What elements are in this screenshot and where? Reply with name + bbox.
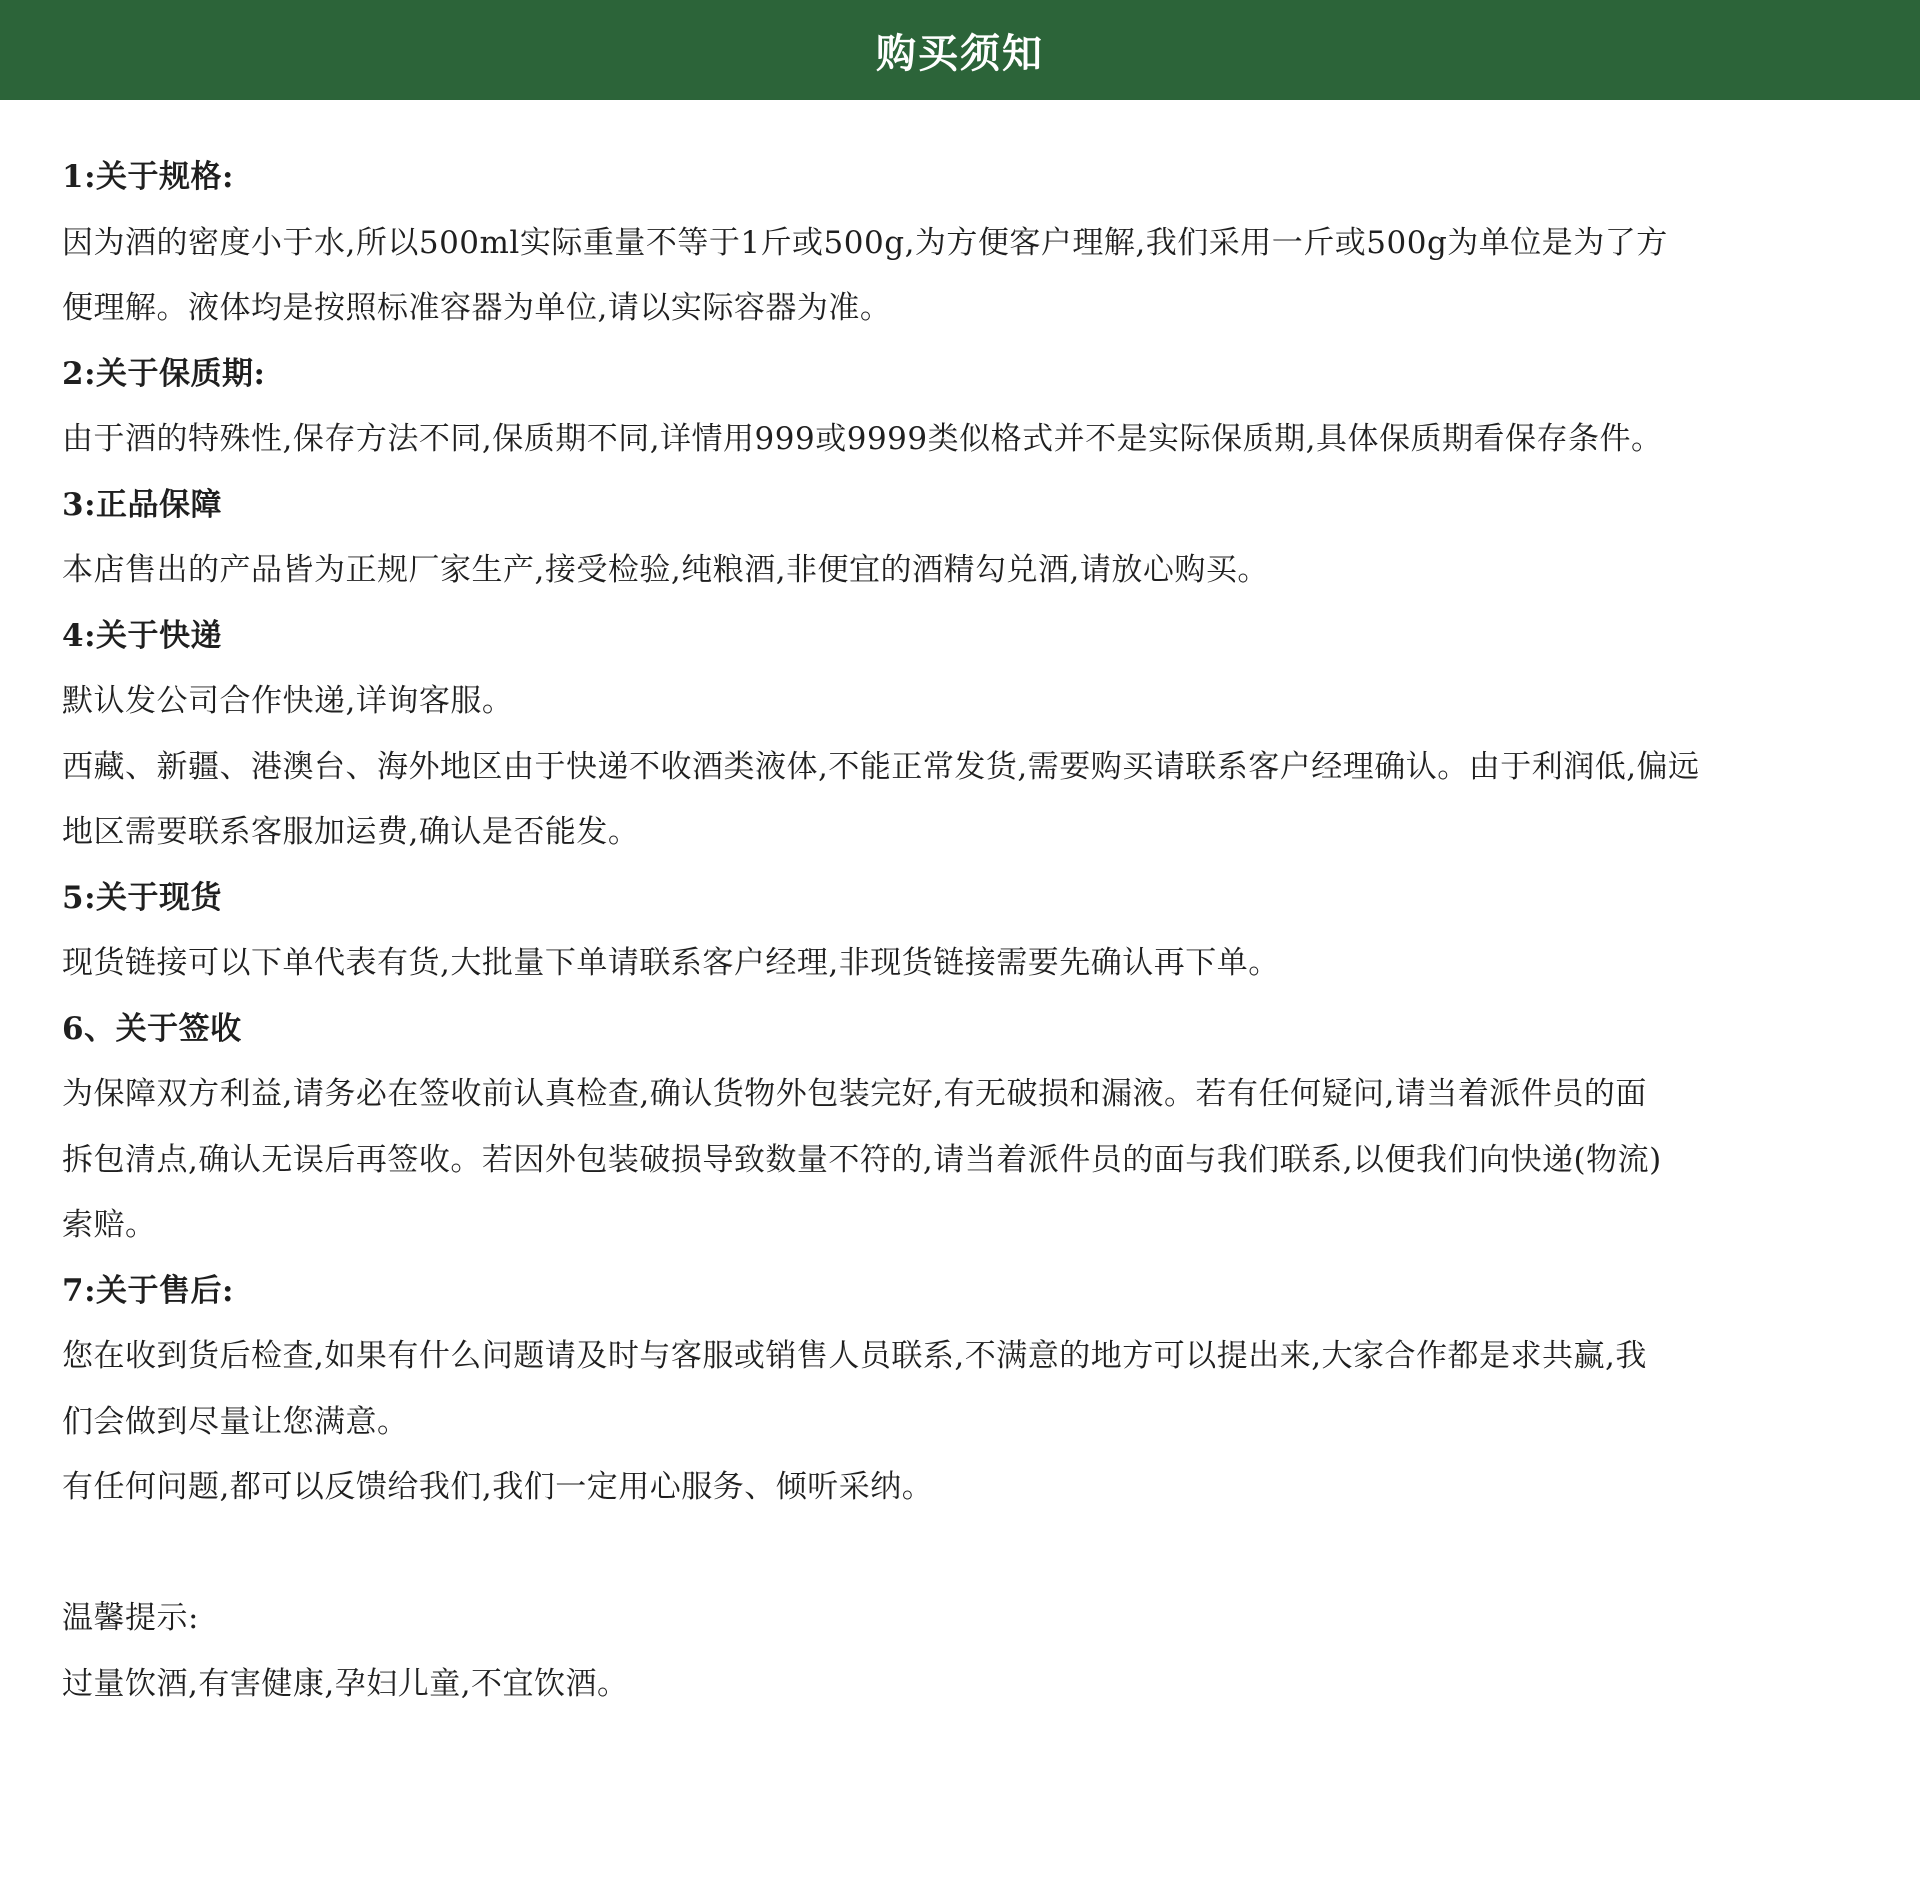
section-6-text: 拆包清点,确认无误后再签收。若因外包装破损导致数量不符的,请当着派件员的面与我们联系,以便我们向快递(物流) [62, 1141, 1662, 1178]
section-4-heading: 4:关于快递 [62, 617, 223, 654]
section-1-text: 因为酒的密度小于水,所以500ml实际重量不等于1斤或500g,为方便客户理解,我们采用一斤或500g为单位是为了方 [62, 224, 1668, 261]
section-7-text: 您在收到货后检查,如果有什么问题请及时与客服或销售人员联系,不满意的地方可以提出来,大家合作都是求共赢,我 [62, 1338, 1647, 1374]
section-1-heading: 1:关于规格: [62, 159, 234, 195]
section-6-text: 索赔。 [62, 1207, 157, 1243]
section-4-text: 地区需要联系客服加运费,确认是否能发。 [62, 814, 640, 850]
section-6-text: 为保障双方利益,请务必在签收前认真检查,确认货物外包装完好,有无破损和漏液。若有任何疑问,请当着派件员的面 [62, 1076, 1647, 1112]
page-title: 购买须知 [876, 30, 1044, 77]
section-3-text: 本店售出的产品皆为正规厂家生产,接受检验,纯粮酒,非便宜的酒精勾兑酒,请放心购买。 [62, 552, 1269, 588]
section-5-text: 现货链接可以下单代表有货,大批量下单请联系客户经理,非现货链接需要先确认再下单。 [62, 945, 1280, 981]
section-3-heading: 3:正品保障 [62, 486, 223, 523]
divider-space [62, 1521, 1862, 1587]
section-4-text: 西藏、新疆、港澳台、海外地区由于快递不收酒类液体,不能正常发货,需要购买请联系客户经理确认。由于利润低,偏远 [62, 748, 1700, 785]
section-5-heading: 5:关于现货 [62, 879, 223, 916]
section-4-text: 默认发公司合作快递,详询客服。 [62, 683, 514, 719]
section-2-heading: 2:关于保质期: [62, 355, 266, 392]
tips-label: 温馨提示: [62, 1600, 199, 1636]
tips-text: 过量饮酒,有害健康,孕妇儿童,不宜饮酒。 [62, 1665, 629, 1702]
section-7-heading: 7:关于售后: [62, 1272, 234, 1309]
section-6-heading: 6、关于签收 [62, 1010, 242, 1047]
header-bar [0, 0, 1920, 100]
section-7-text: 有任何问题,都可以反馈给我们,我们一定用心服务、倾听采纳。 [62, 1469, 934, 1505]
section-1-text: 便理解。液体均是按照标准容器为单位,请以实际容器为准。 [62, 290, 892, 326]
section-2-text: 由于酒的特殊性,保存方法不同,保质期不同,详情用999或9999类似格式并不是实际保质期,具体保质期看保存条件。 [62, 421, 1663, 457]
section-7-text: 们会做到尽量让您满意。 [62, 1403, 409, 1440]
notice-content [62, 145, 1862, 1717]
